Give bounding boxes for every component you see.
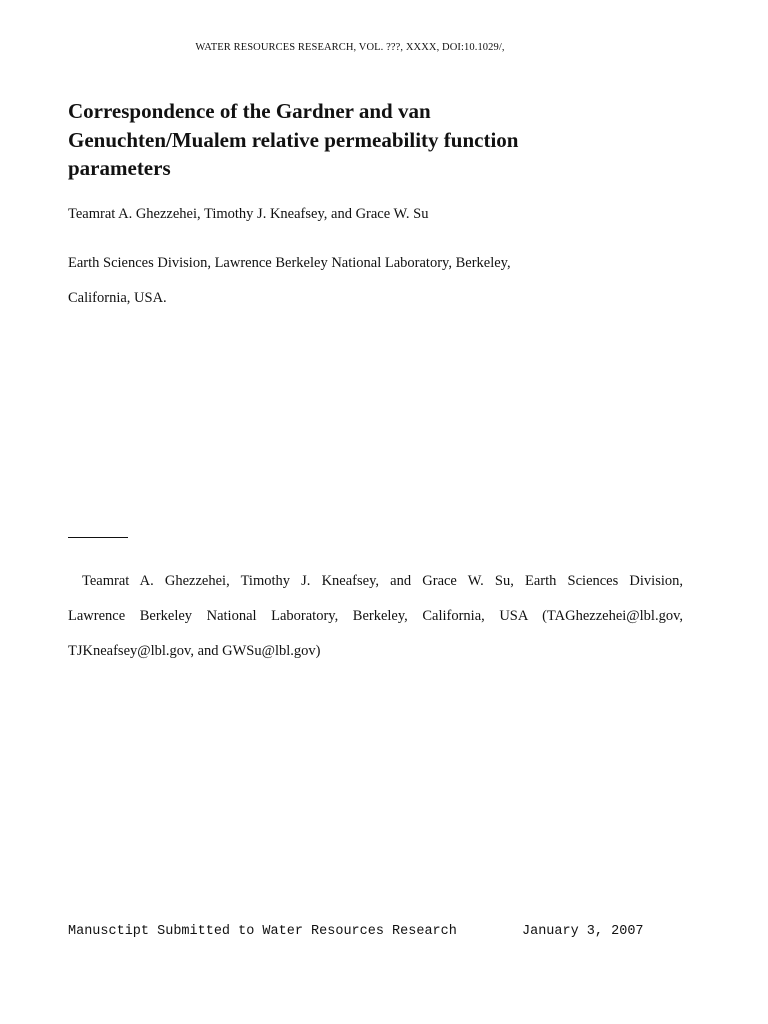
running-head: WATER RESOURCES RESEARCH, VOL. ???, XXXX, DOI:10.1029/, (195, 42, 505, 53)
affiliation-line: Earth Sciences Division, Lawrence Berkeley National Laboratory, Berkeley, (68, 255, 511, 271)
footnote-line: Teamrat A. Ghezzehei, Timothy J. Kneafsey, and Grace W. Su, Earth Sciences Division, (82, 573, 683, 589)
title-line: Correspondence of the Gardner and van (68, 99, 431, 123)
submission-date: January 3, 2007 (522, 924, 644, 939)
author-list: Teamrat A. Ghezzehei, Timothy J. Kneafsey, and Grace W. Su (68, 206, 429, 222)
title-line: Genuchten/Mualem relative permeability function (68, 127, 519, 152)
paper-title (68, 97, 688, 183)
footnote-line: TJKneafsey@lbl.gov, and GWSu@lbl.gov) (68, 643, 321, 659)
title-line: parameters (68, 156, 171, 180)
affiliation-line: California, USA. (68, 290, 167, 306)
affiliation (68, 246, 511, 316)
footnote-line: Lawrence Berkeley National Laboratory, Berkeley, California, USA (TAGhezzehei@lbl.gov, (68, 608, 683, 624)
author-footnote (68, 564, 683, 669)
footnote-rule (68, 537, 128, 538)
submission-note: Manusctipt Submitted to Water Resources Research (68, 924, 457, 939)
